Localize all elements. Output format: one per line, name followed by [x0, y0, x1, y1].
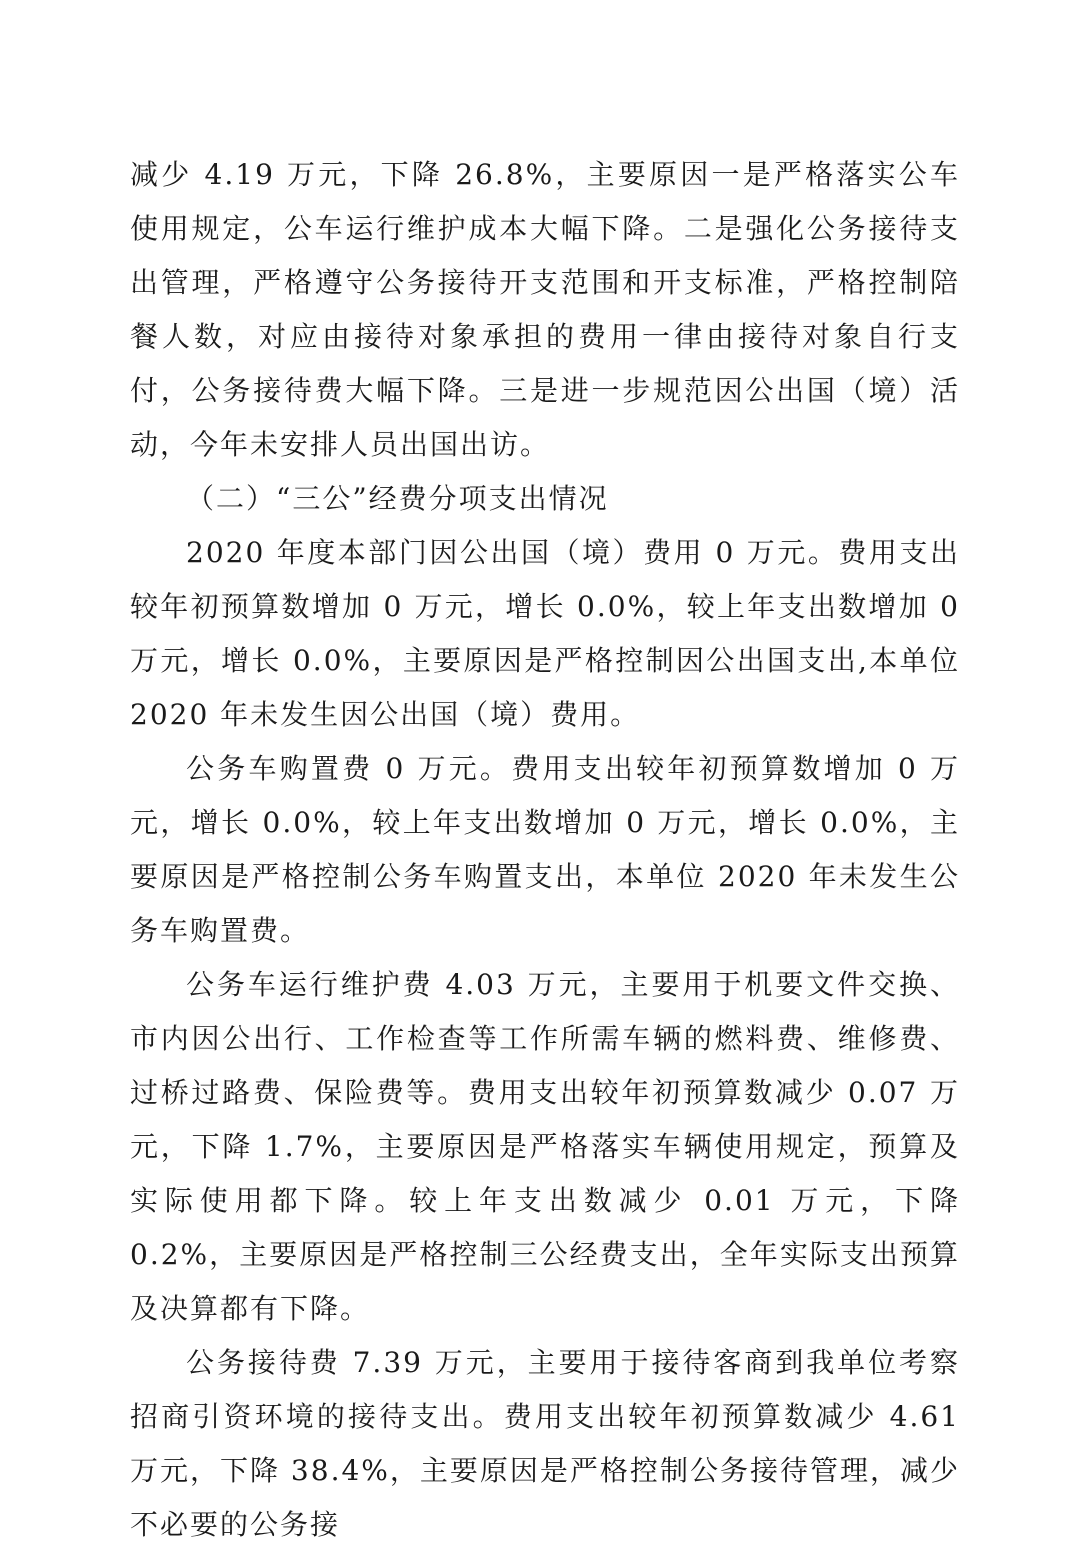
section-heading: （二）“三公”经费分项支出情况	[186, 482, 609, 515]
paragraph-vehicle-maintenance: 公务车运行维护费 4.03 万元，主要用于机要文件交换、市内因公出行、工作检查等工作所需车辆的燃料费、维修费、过桥过路费、保险费等。费用支出较年初预算数减少 0.07 万元，下降 1.7%，主要原因是严格落实车辆使用规定，预算及实际使用都下降。较上年支出数减少 0.01 万元，下降 0.2%，主要原因是严格控制三公经费支出，全年实际支出预算及决算都有下降。	[130, 968, 960, 1325]
paragraph-official-reception: 公务接待费 7.39 万元，主要用于接待客商到我单位考察招商引资环境的接待支出。费用支出较年初预算数减少 4.61 万元，下降 38.4%，主要原因是严格控制公务接待管理，减少不必要的公务接	[130, 1346, 960, 1541]
paragraph-continuation: 减少 4.19 万元，下降 26.8%，主要原因一是严格落实公车使用规定，公车运行维护成本大幅下降。二是强化公务接待支出管理，严格遵守公务接待开支范围和开支标准，严格控制陪餐人数，对应由接待对象承担的费用一律由接待对象自行支付，公务接待费大幅下降。三是进一步规范因公出国（境）活动，今年未安排人员出国出访。	[130, 158, 960, 461]
paragraph-overseas-travel: 2020 年度本部门因公出国（境）费用 0 万元。费用支出较年初预算数增加 0 万元，增长 0.0%，较上年支出数增加 0 万元，增长 0.0%，主要原因是严格控制因公出国支出,本单位 2020 年未发生因公出国（境）费用。	[130, 536, 960, 731]
document-body	[130, 148, 960, 1552]
paragraph-vehicle-purchase: 公务车购置费 0 万元。费用支出较年初预算数增加 0 万元，增长 0.0%，较上年支出数增加 0 万元，增长 0.0%，主要原因是严格控制公务车购置支出，本单位 2020 年未发生公务车购置费。	[130, 752, 960, 947]
